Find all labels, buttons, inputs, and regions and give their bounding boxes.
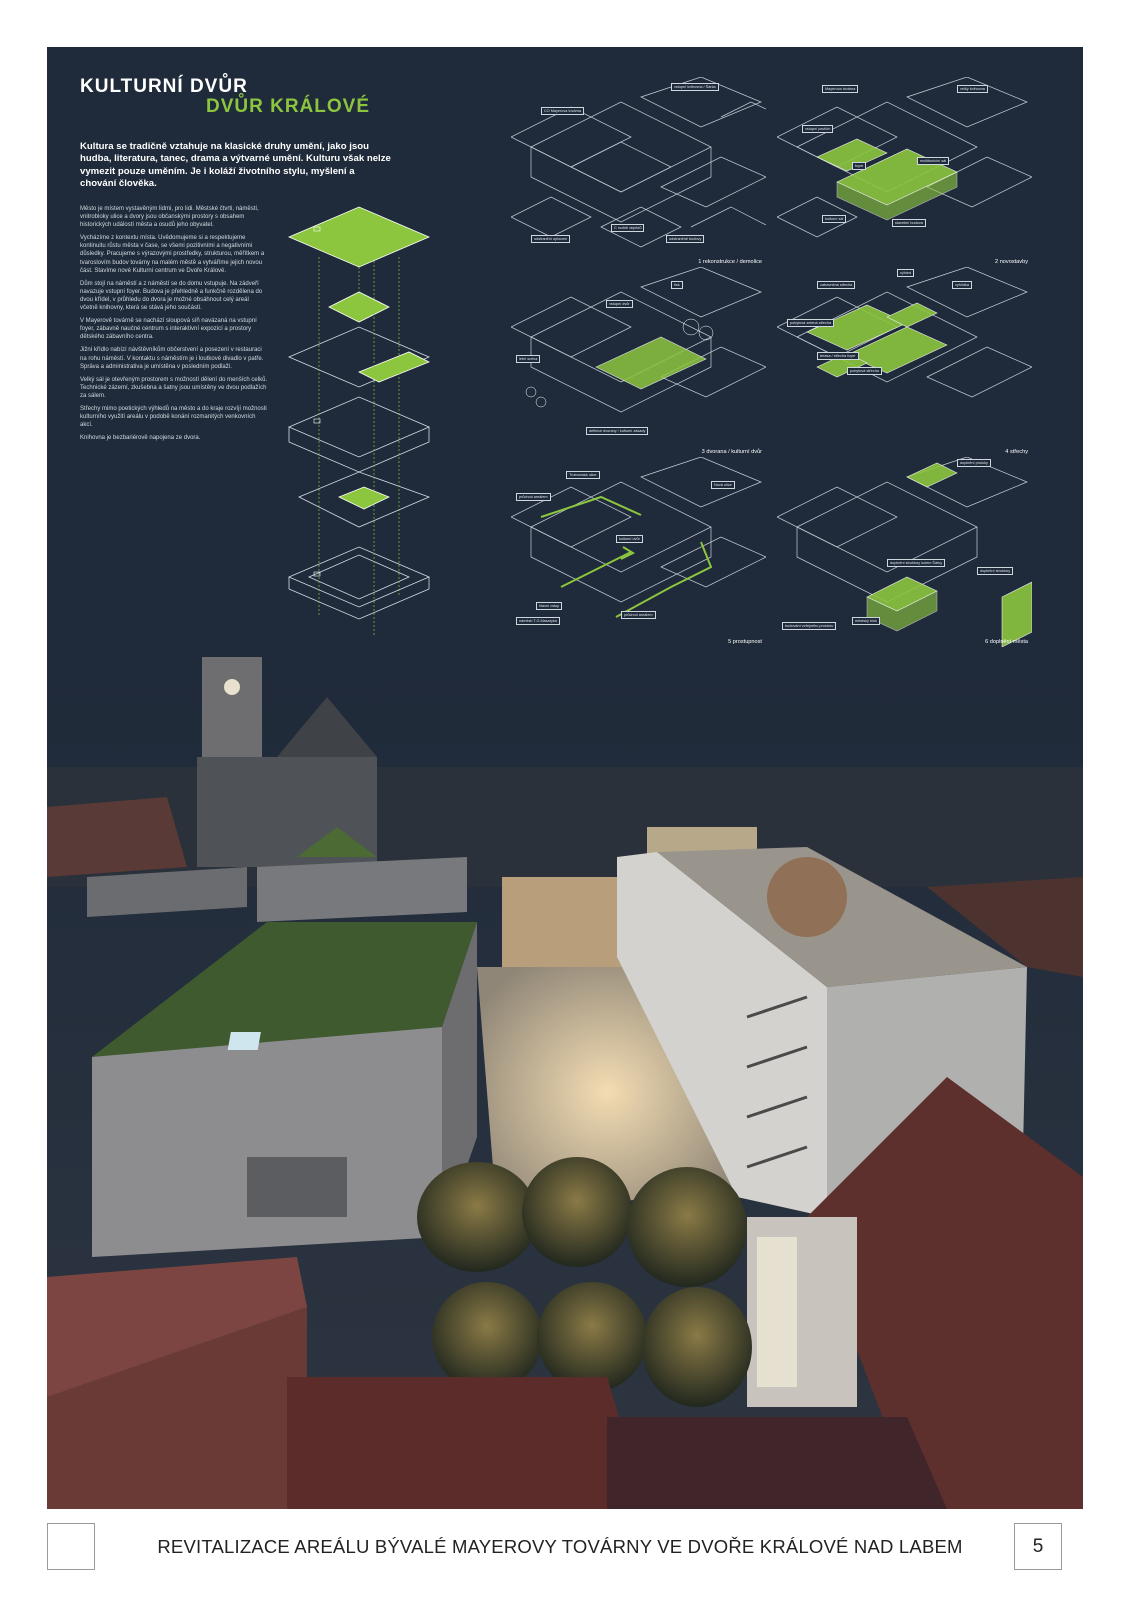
body-paragraph: Střechy mimo poetických výhledů na město a do kraje rozvíjí možnosti kulturního využití areálu v podobě konání rozmanitých venkovních akcí.: [80, 405, 267, 429]
diagram-label: letní scéna: [516, 355, 540, 363]
diagram-label: pobytová zelená střecha: [787, 319, 834, 327]
diagram-drawing: [777, 267, 1032, 457]
diagram-rekonstrukce: [511, 77, 766, 267]
diagram-label: tisk: [671, 281, 683, 289]
diagram-label: doplnění struktury kolem Šárky: [887, 559, 945, 567]
diagram-label: kulturní sál: [822, 215, 846, 223]
body-paragraph: Dům stojí na náměstí a z náměstí se do domu vstupuje. Na zádveří navazuje vstupní foyer. Budova je přehledně a funkčně rozdělena do dvou křídel, v průhledu do dvora je možné obsáhnout celý areál včetně knihovny, která se stává jeho součástí.: [80, 280, 263, 312]
diagram-label: vstupní knihovna / Šárka: [671, 83, 719, 91]
diagram-label: Mayerova továrna: [822, 85, 858, 93]
diagram-label: foyer: [852, 162, 866, 170]
diagram-label: stavební budova: [892, 219, 926, 227]
exploded-axonometry: [279, 197, 439, 637]
body-paragraph: Město je místem vystavěným lidmi, pro lidi. Městské čtvrti, náměstí, vnitrobloky ulice a dvory jsou občanskými prostory s obsahem historických událostí města a osudů jeho obyvatel.: [80, 206, 259, 229]
diagram-label: C rozbití objektů: [611, 224, 644, 232]
diagram-label: Nová ulice: [711, 481, 735, 489]
title-main: KULTURNÍ DVŮR: [80, 76, 248, 97]
diagram-label: odstranění oploceni: [531, 235, 570, 243]
diagram-dvorana: [511, 267, 766, 457]
diagram-label: kulturní dvůr: [616, 535, 643, 543]
diagram-caption: 4 střechy: [1005, 449, 1028, 455]
floor-level-2: [289, 397, 429, 457]
diagram-caption: 5 prostupnost: [728, 639, 762, 645]
body-paragraph: Velký sál je otevřeným prostorem s možností dělení do menších celků. Technické zázemí, zkušebna a šatny jsou umístěny ve dvou podlažích za sálem.: [80, 376, 268, 399]
diagram-label: doplnění struktury: [977, 567, 1013, 575]
diagram-label: Trutnovská ulice: [566, 471, 600, 479]
floor-level-pavilion: [329, 292, 389, 322]
diagram-label: odstraněné budovy: [666, 235, 704, 243]
body-paragraph: Vycházíme z kontextu místa. Uvědomujeme si a respektujeme kontinuitu růstu města v čase, se všemi pozitivními a negativními důsledky. Pracujeme s výrazovými prostředky, strukturou, měřítkem a tvaroslovím budov továrny na malém městě a vytváříme jejich novou část. Stavíme nové Kulturní centrum ve Dvoře Králové.: [80, 235, 265, 274]
body-paragraph: Knihovna je bezbariérově napojena ze dvora.: [80, 435, 201, 442]
diagram-label: náměstí T.G.Masaryka: [516, 617, 560, 625]
diagram-label: zatravněná střecha: [817, 281, 855, 289]
diagram-label: výhled: [897, 269, 914, 277]
diagram-drawing: [777, 457, 1032, 647]
diagram-label: městský blok: [852, 617, 880, 625]
diagram-drawing: [777, 77, 1032, 267]
page-number: 5: [1014, 1523, 1062, 1570]
diagram-label: pobytová střecha: [847, 367, 882, 375]
diagram-label: vstupní dvůr: [606, 300, 633, 308]
diagram-caption: 3 dvorana / kulturní dvůr: [701, 449, 762, 455]
poster-title: [80, 77, 370, 116]
diagram-label: CO Mayerova továrna: [541, 107, 584, 115]
lead-paragraph: Kultura se tradičně vztahuje na klasické druhy umění, jako jsou hudba, literatura, tanec, drama a výtvarné umění. Kulturu však nelze vymezit pouze uměním. Je i koláží životního stylu, myšlení a chování člověka.: [80, 141, 391, 190]
body-paragraph: V Mayerově továrně se nachází sloupová síň navázaná na vstupní foyer, zábavně naučné centrum s interaktivní expozicí a prostory dětského zábavního centra.: [80, 318, 257, 341]
diagram-label: multifunkční sál: [917, 157, 949, 165]
body-text: [80, 205, 268, 447]
diagram-label: velký knihovna: [957, 85, 988, 93]
floor-level-roof: [289, 207, 429, 267]
title-sub: DVŮR KRÁLOVÉ: [206, 96, 371, 117]
diagram-label: definice dvorany / kulturní zásady: [586, 427, 648, 435]
aerial-night-render: [47, 657, 1083, 1509]
diagram-label: průchod areálem: [621, 611, 656, 619]
diagram-caption: 6 doplnění města: [985, 639, 1028, 645]
diagram-caption: 2 novostavby: [995, 259, 1028, 265]
footer-title: REVITALIZACE AREÁLU BÝVALÉ MAYEROVY TOVÁRNY VE DVOŘE KRÁLOVÉ NAD LABEM: [157, 1536, 963, 1557]
diagram-label: doplnění proluky: [957, 459, 991, 467]
diagram-label: vyhlídka: [952, 281, 972, 289]
diagram-label: budování veřejného prostoru: [782, 622, 836, 630]
footer-logo-box: [47, 1523, 95, 1570]
diagram-label: průchod areálem: [516, 493, 551, 501]
diagram-label: vstupní pavilón: [802, 125, 833, 133]
diagram-caption: 1 rekonstrukce / demolice: [698, 259, 762, 265]
diagram-label: terasa / střecha foyer: [817, 352, 859, 360]
diagram-strechy: [777, 267, 1032, 457]
poster-board: [47, 47, 1083, 1509]
diagram-novostavby: [777, 77, 1032, 267]
diagram-prostupnost: [511, 457, 766, 647]
diagram-doplneni: [777, 457, 1032, 647]
diagram-label: hlavní vstup: [536, 602, 562, 610]
body-paragraph: Jižní křídlo nabízí návštěvníkům občerstvení a posezení v restauraci na rohu náměstí. V kontaktu s náměstím je i loutkové divadlo v patře. Správa a administrativa je umístěna v posledním podlaží.: [80, 347, 264, 370]
